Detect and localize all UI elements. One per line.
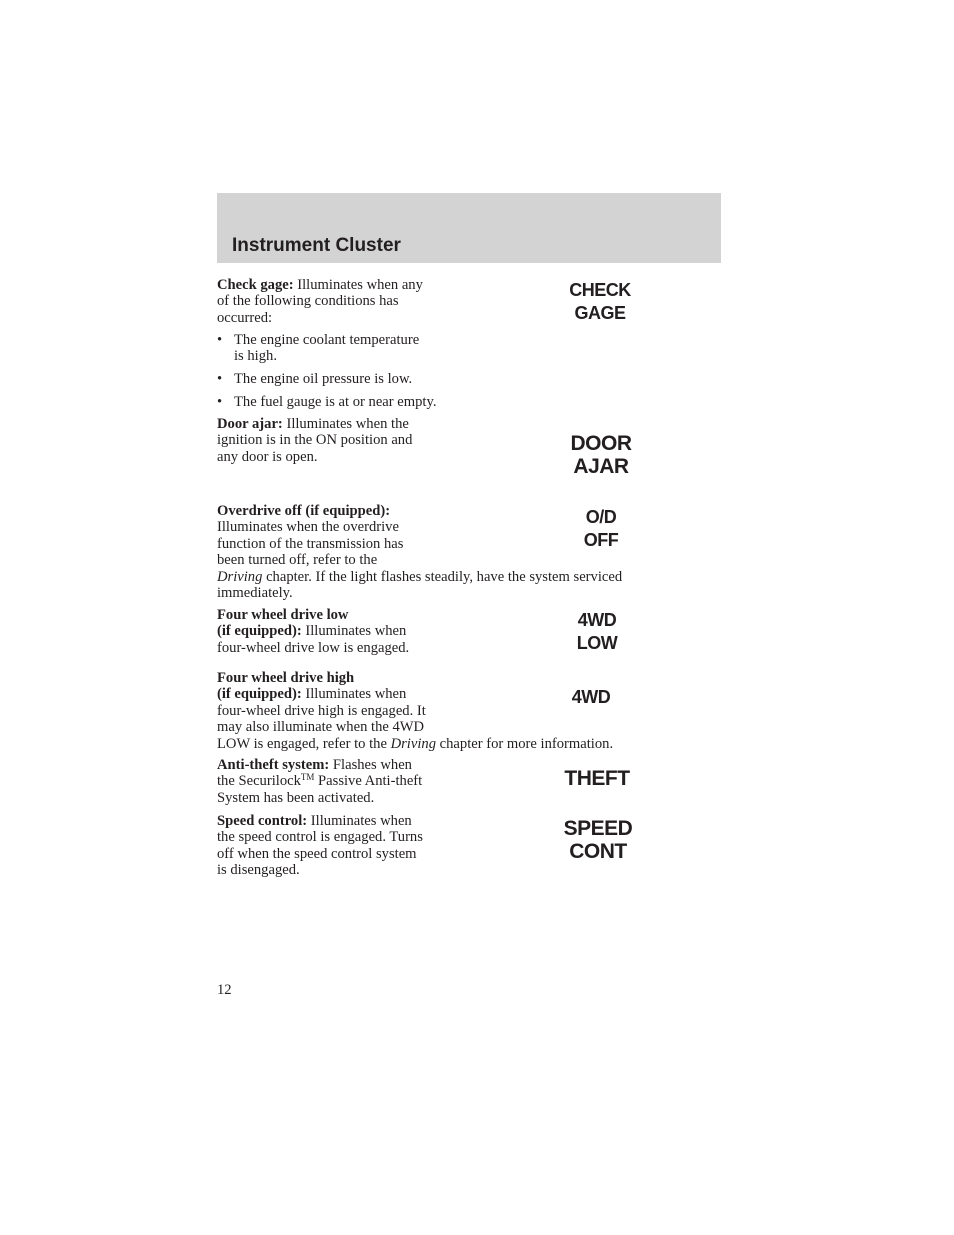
theft-indicator: THEFT [564,767,630,790]
four-wheel-drive-high-description: Four wheel drive high (if equipped): Illuminates when four-wheel drive high is engaged. It may also illuminate when the 4WD LOW is engaged, refer to the Driving chapter for more information. [217,670,614,752]
check-gage-description: Check gage: Illuminates when any of the following conditions has occurred: [217,277,423,326]
check-gage-term: Check gage: [217,277,294,293]
four-wheel-drive-high-term: Four wheel drive high [217,670,355,686]
list-item: • The fuel gauge is at or near empty. [217,394,437,410]
list-item: • The engine coolant temperature is high. [217,332,420,365]
door-ajar-indicator: DOOR AJAR [570,432,632,478]
door-ajar-term: Door ajar: [217,416,283,432]
four-wheel-drive-high-indicator: 4WD [571,687,611,707]
speed-control-term: Speed control: [217,813,308,829]
four-wheel-drive-low-term: Four wheel drive low [217,607,349,623]
page-number: 12 [217,982,232,998]
section-header-band [217,193,721,263]
overdrive-off-description: Overdrive off (if equipped): Illuminates when the overdrive function of the transmission has been turned off, refer to the Driving chapter. If the light flashes steadily, have the system serviced immediately. [217,503,623,602]
trademark-mark: TM [300,772,315,783]
speed-control-indicator: SPEED CONT [563,817,633,863]
four-wheel-drive-low-description: Four wheel drive low (if equipped): Illuminates when four-wheel drive low is engaged. [217,607,410,656]
page-title: Instrument Cluster [232,235,401,256]
overdrive-off-term: Overdrive off (if equipped): [217,503,391,519]
door-ajar-description: Door ajar: Illuminates when the ignition is in the ON position and any door is open. [217,416,413,465]
speed-control-description: Speed control: Illuminates when the speed control is engaged. Turns off when the speed control system is disengaged. [217,813,423,879]
list-item: • The engine oil pressure is low. [217,371,413,387]
overdrive-off-indicator: O/D OFF [583,507,619,550]
check-gage-indicator: CHECK GAGE [569,280,631,323]
anti-theft-term: Anti-theft system: [217,757,330,773]
anti-theft-description: Anti-theft system: Flashes when the Securilock™ Passive Anti-theft System has been activated. [217,757,423,806]
four-wheel-drive-low-indicator: 4WD LOW [576,610,618,653]
